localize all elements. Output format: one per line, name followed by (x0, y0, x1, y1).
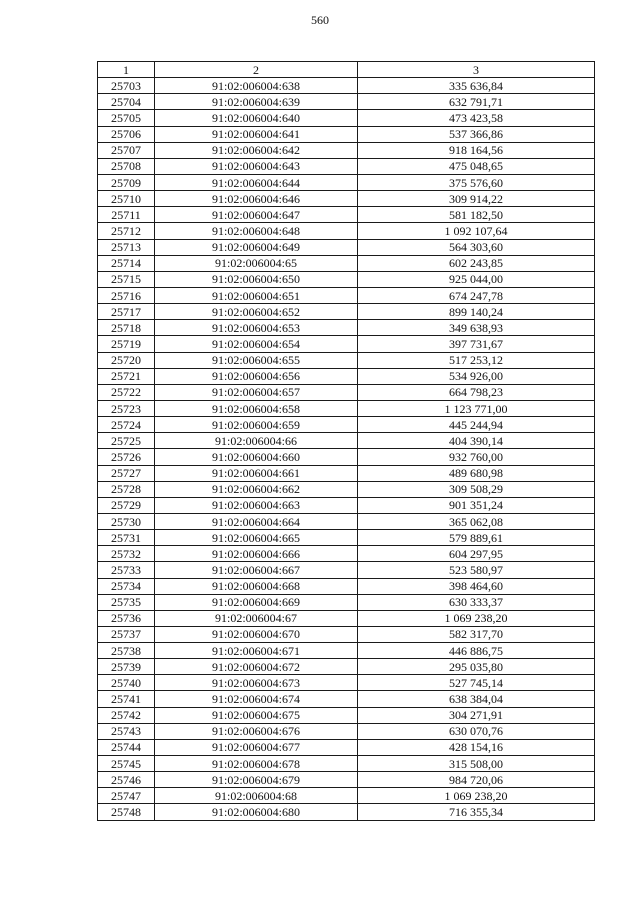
table-row (98, 497, 595, 513)
table-row (98, 659, 595, 675)
cadastral-number-cell: 91:02:006004:654 (155, 336, 358, 352)
table-row (98, 481, 595, 497)
value-cell: 582 317,70 (358, 626, 595, 642)
cadastral-number-cell: 91:02:006004:679 (155, 772, 358, 788)
table-row (98, 191, 595, 207)
cadastral-number-cell: 91:02:006004:658 (155, 400, 358, 416)
cadastral-number-cell: 91:02:006004:638 (155, 78, 358, 94)
cadastral-number-cell: 91:02:006004:660 (155, 449, 358, 465)
table-row (98, 336, 595, 352)
table-row (98, 772, 595, 788)
value-cell: 445 244,94 (358, 417, 595, 433)
cadastral-number-cell: 91:02:006004:643 (155, 158, 358, 174)
cadastral-number-cell: 91:02:006004:655 (155, 352, 358, 368)
cadastral-number-cell: 91:02:006004:68 (155, 788, 358, 804)
value-cell: 398 464,60 (358, 578, 595, 594)
cadastral-number-cell: 91:02:006004:657 (155, 384, 358, 400)
row-index-cell: 25722 (98, 384, 155, 400)
value-cell: 581 182,50 (358, 207, 595, 223)
value-cell: 564 303,60 (358, 239, 595, 255)
cadastral-number-cell: 91:02:006004:670 (155, 626, 358, 642)
value-cell: 638 384,04 (358, 691, 595, 707)
table-row (98, 804, 595, 820)
row-index-cell: 25711 (98, 207, 155, 223)
column-header-index: 1 (98, 62, 155, 78)
value-cell: 428 154,16 (358, 739, 595, 755)
value-cell: 899 140,24 (358, 304, 595, 320)
cadastral-number-cell: 91:02:006004:674 (155, 691, 358, 707)
table-row (98, 562, 595, 578)
value-cell: 375 576,60 (358, 174, 595, 190)
cadastral-number-cell: 91:02:006004:651 (155, 287, 358, 303)
value-cell: 475 048,65 (358, 158, 595, 174)
page-number: 560 (311, 13, 329, 27)
column-header-cadastral-number: 2 (155, 62, 358, 78)
cadastral-number-cell: 91:02:006004:672 (155, 659, 358, 675)
row-index-cell: 25746 (98, 772, 155, 788)
row-index-cell: 25730 (98, 513, 155, 529)
cadastral-number-cell: 91:02:006004:661 (155, 465, 358, 481)
row-index-cell: 25723 (98, 400, 155, 416)
value-cell: 918 164,56 (358, 142, 595, 158)
cadastral-number-cell: 91:02:006004:641 (155, 126, 358, 142)
table-row (98, 320, 595, 336)
table-row (98, 126, 595, 142)
cadastral-number-cell: 91:02:006004:680 (155, 804, 358, 820)
cadastral-number-cell: 91:02:006004:653 (155, 320, 358, 336)
row-index-cell: 25738 (98, 643, 155, 659)
table-row (98, 223, 595, 239)
value-cell: 517 253,12 (358, 352, 595, 368)
row-index-cell: 25705 (98, 110, 155, 126)
cadastral-number-cell: 91:02:006004:676 (155, 723, 358, 739)
value-cell: 473 423,58 (358, 110, 595, 126)
value-cell: 537 366,86 (358, 126, 595, 142)
cadastral-number-cell: 91:02:006004:667 (155, 562, 358, 578)
cadastral-number-cell: 91:02:006004:675 (155, 707, 358, 723)
cadastral-number-cell: 91:02:006004:640 (155, 110, 358, 126)
table-row (98, 723, 595, 739)
value-cell: 365 062,08 (358, 513, 595, 529)
table-row (98, 400, 595, 416)
table-row (98, 174, 595, 190)
row-index-cell: 25708 (98, 158, 155, 174)
table-row (98, 465, 595, 481)
cadastral-number-cell: 91:02:006004:644 (155, 174, 358, 190)
cadastral-number-cell: 91:02:006004:639 (155, 94, 358, 110)
row-index-cell: 25735 (98, 594, 155, 610)
value-cell: 1 123 771,00 (358, 400, 595, 416)
value-cell: 349 638,93 (358, 320, 595, 336)
value-cell: 602 243,85 (358, 255, 595, 271)
table-row (98, 739, 595, 755)
cadastral-number-cell: 91:02:006004:67 (155, 610, 358, 626)
cadastral-number-cell: 91:02:006004:671 (155, 643, 358, 659)
row-index-cell: 25736 (98, 610, 155, 626)
cadastral-table (97, 61, 595, 821)
table-row (98, 675, 595, 691)
table-row (98, 110, 595, 126)
row-index-cell: 25713 (98, 239, 155, 255)
row-index-cell: 25727 (98, 465, 155, 481)
row-index-cell: 25732 (98, 546, 155, 562)
cadastral-number-cell: 91:02:006004:665 (155, 530, 358, 546)
table-row (98, 94, 595, 110)
row-index-cell: 25731 (98, 530, 155, 546)
table-row (98, 691, 595, 707)
row-index-cell: 25728 (98, 481, 155, 497)
cadastral-number-cell: 91:02:006004:666 (155, 546, 358, 562)
table-row (98, 643, 595, 659)
row-index-cell: 25717 (98, 304, 155, 320)
row-index-cell: 25709 (98, 174, 155, 190)
cadastral-number-cell: 91:02:006004:646 (155, 191, 358, 207)
row-index-cell: 25737 (98, 626, 155, 642)
cadastral-number-cell: 91:02:006004:648 (155, 223, 358, 239)
value-cell: 489 680,98 (358, 465, 595, 481)
table-row (98, 207, 595, 223)
table-row (98, 707, 595, 723)
table-row (98, 788, 595, 804)
cadastral-number-cell: 91:02:006004:656 (155, 368, 358, 384)
value-cell: 309 914,22 (358, 191, 595, 207)
value-cell: 446 886,75 (358, 643, 595, 659)
row-index-cell: 25712 (98, 223, 155, 239)
value-cell: 579 889,61 (358, 530, 595, 546)
row-index-cell: 25707 (98, 142, 155, 158)
row-index-cell: 25721 (98, 368, 155, 384)
table-header-row (98, 62, 595, 78)
value-cell: 534 926,00 (358, 368, 595, 384)
row-index-cell: 25740 (98, 675, 155, 691)
row-index-cell: 25748 (98, 804, 155, 820)
cadastral-number-cell: 91:02:006004:65 (155, 255, 358, 271)
row-index-cell: 25715 (98, 271, 155, 287)
cadastral-number-cell: 91:02:006004:647 (155, 207, 358, 223)
table-row (98, 352, 595, 368)
row-index-cell: 25743 (98, 723, 155, 739)
cadastral-number-cell: 91:02:006004:659 (155, 417, 358, 433)
row-index-cell: 25726 (98, 449, 155, 465)
table-row (98, 513, 595, 529)
cadastral-number-cell: 91:02:006004:642 (155, 142, 358, 158)
cadastral-number-cell: 91:02:006004:677 (155, 739, 358, 755)
value-cell: 984 720,06 (358, 772, 595, 788)
cadastral-number-cell: 91:02:006004:662 (155, 481, 358, 497)
value-cell: 404 390,14 (358, 433, 595, 449)
value-cell: 1 092 107,64 (358, 223, 595, 239)
table-body (98, 78, 595, 820)
value-cell: 632 791,71 (358, 94, 595, 110)
table-row (98, 142, 595, 158)
value-cell: 716 355,34 (358, 804, 595, 820)
table-row (98, 304, 595, 320)
row-index-cell: 25729 (98, 497, 155, 513)
row-index-cell: 25706 (98, 126, 155, 142)
cadastral-number-cell: 91:02:006004:673 (155, 675, 358, 691)
cadastral-number-cell: 91:02:006004:664 (155, 513, 358, 529)
row-index-cell: 25703 (98, 78, 155, 94)
row-index-cell: 25718 (98, 320, 155, 336)
value-cell: 295 035,80 (358, 659, 595, 675)
cadastral-number-cell: 91:02:006004:669 (155, 594, 358, 610)
row-index-cell: 25747 (98, 788, 155, 804)
row-index-cell: 25744 (98, 739, 155, 755)
table-row (98, 158, 595, 174)
value-cell: 901 351,24 (358, 497, 595, 513)
table-row (98, 78, 595, 94)
table-row (98, 417, 595, 433)
value-cell: 674 247,78 (358, 287, 595, 303)
cadastral-number-cell: 91:02:006004:650 (155, 271, 358, 287)
table-row (98, 530, 595, 546)
table-row (98, 626, 595, 642)
row-index-cell: 25741 (98, 691, 155, 707)
table-row (98, 255, 595, 271)
column-header-value: 3 (358, 62, 595, 78)
table-row (98, 368, 595, 384)
table-row (98, 271, 595, 287)
row-index-cell: 25704 (98, 94, 155, 110)
value-cell: 630 333,37 (358, 594, 595, 610)
row-index-cell: 25720 (98, 352, 155, 368)
cadastral-number-cell: 91:02:006004:678 (155, 756, 358, 772)
cadastral-number-cell: 91:02:006004:649 (155, 239, 358, 255)
table-row (98, 578, 595, 594)
cadastral-number-cell: 91:02:006004:668 (155, 578, 358, 594)
row-index-cell: 25710 (98, 191, 155, 207)
value-cell: 664 798,23 (358, 384, 595, 400)
value-cell: 925 044,00 (358, 271, 595, 287)
cadastral-number-cell: 91:02:006004:663 (155, 497, 358, 513)
table-row (98, 384, 595, 400)
table-row (98, 239, 595, 255)
value-cell: 309 508,29 (358, 481, 595, 497)
row-index-cell: 25733 (98, 562, 155, 578)
table-row (98, 287, 595, 303)
row-index-cell: 25724 (98, 417, 155, 433)
value-cell: 523 580,97 (358, 562, 595, 578)
row-index-cell: 25734 (98, 578, 155, 594)
cadastral-number-cell: 91:02:006004:66 (155, 433, 358, 449)
row-index-cell: 25716 (98, 287, 155, 303)
cadastral-number-cell: 91:02:006004:652 (155, 304, 358, 320)
row-index-cell: 25719 (98, 336, 155, 352)
row-index-cell: 25745 (98, 756, 155, 772)
row-index-cell: 25714 (98, 255, 155, 271)
row-index-cell: 25725 (98, 433, 155, 449)
table-row (98, 756, 595, 772)
value-cell: 932 760,00 (358, 449, 595, 465)
value-cell: 315 508,00 (358, 756, 595, 772)
table-row (98, 594, 595, 610)
value-cell: 1 069 238,20 (358, 788, 595, 804)
row-index-cell: 25742 (98, 707, 155, 723)
value-cell: 527 745,14 (358, 675, 595, 691)
table-row (98, 546, 595, 562)
table-row (98, 449, 595, 465)
table-row (98, 610, 595, 626)
value-cell: 1 069 238,20 (358, 610, 595, 626)
value-cell: 604 297,95 (358, 546, 595, 562)
value-cell: 630 070,76 (358, 723, 595, 739)
table-row (98, 433, 595, 449)
row-index-cell: 25739 (98, 659, 155, 675)
value-cell: 335 636,84 (358, 78, 595, 94)
value-cell: 397 731,67 (358, 336, 595, 352)
value-cell: 304 271,91 (358, 707, 595, 723)
